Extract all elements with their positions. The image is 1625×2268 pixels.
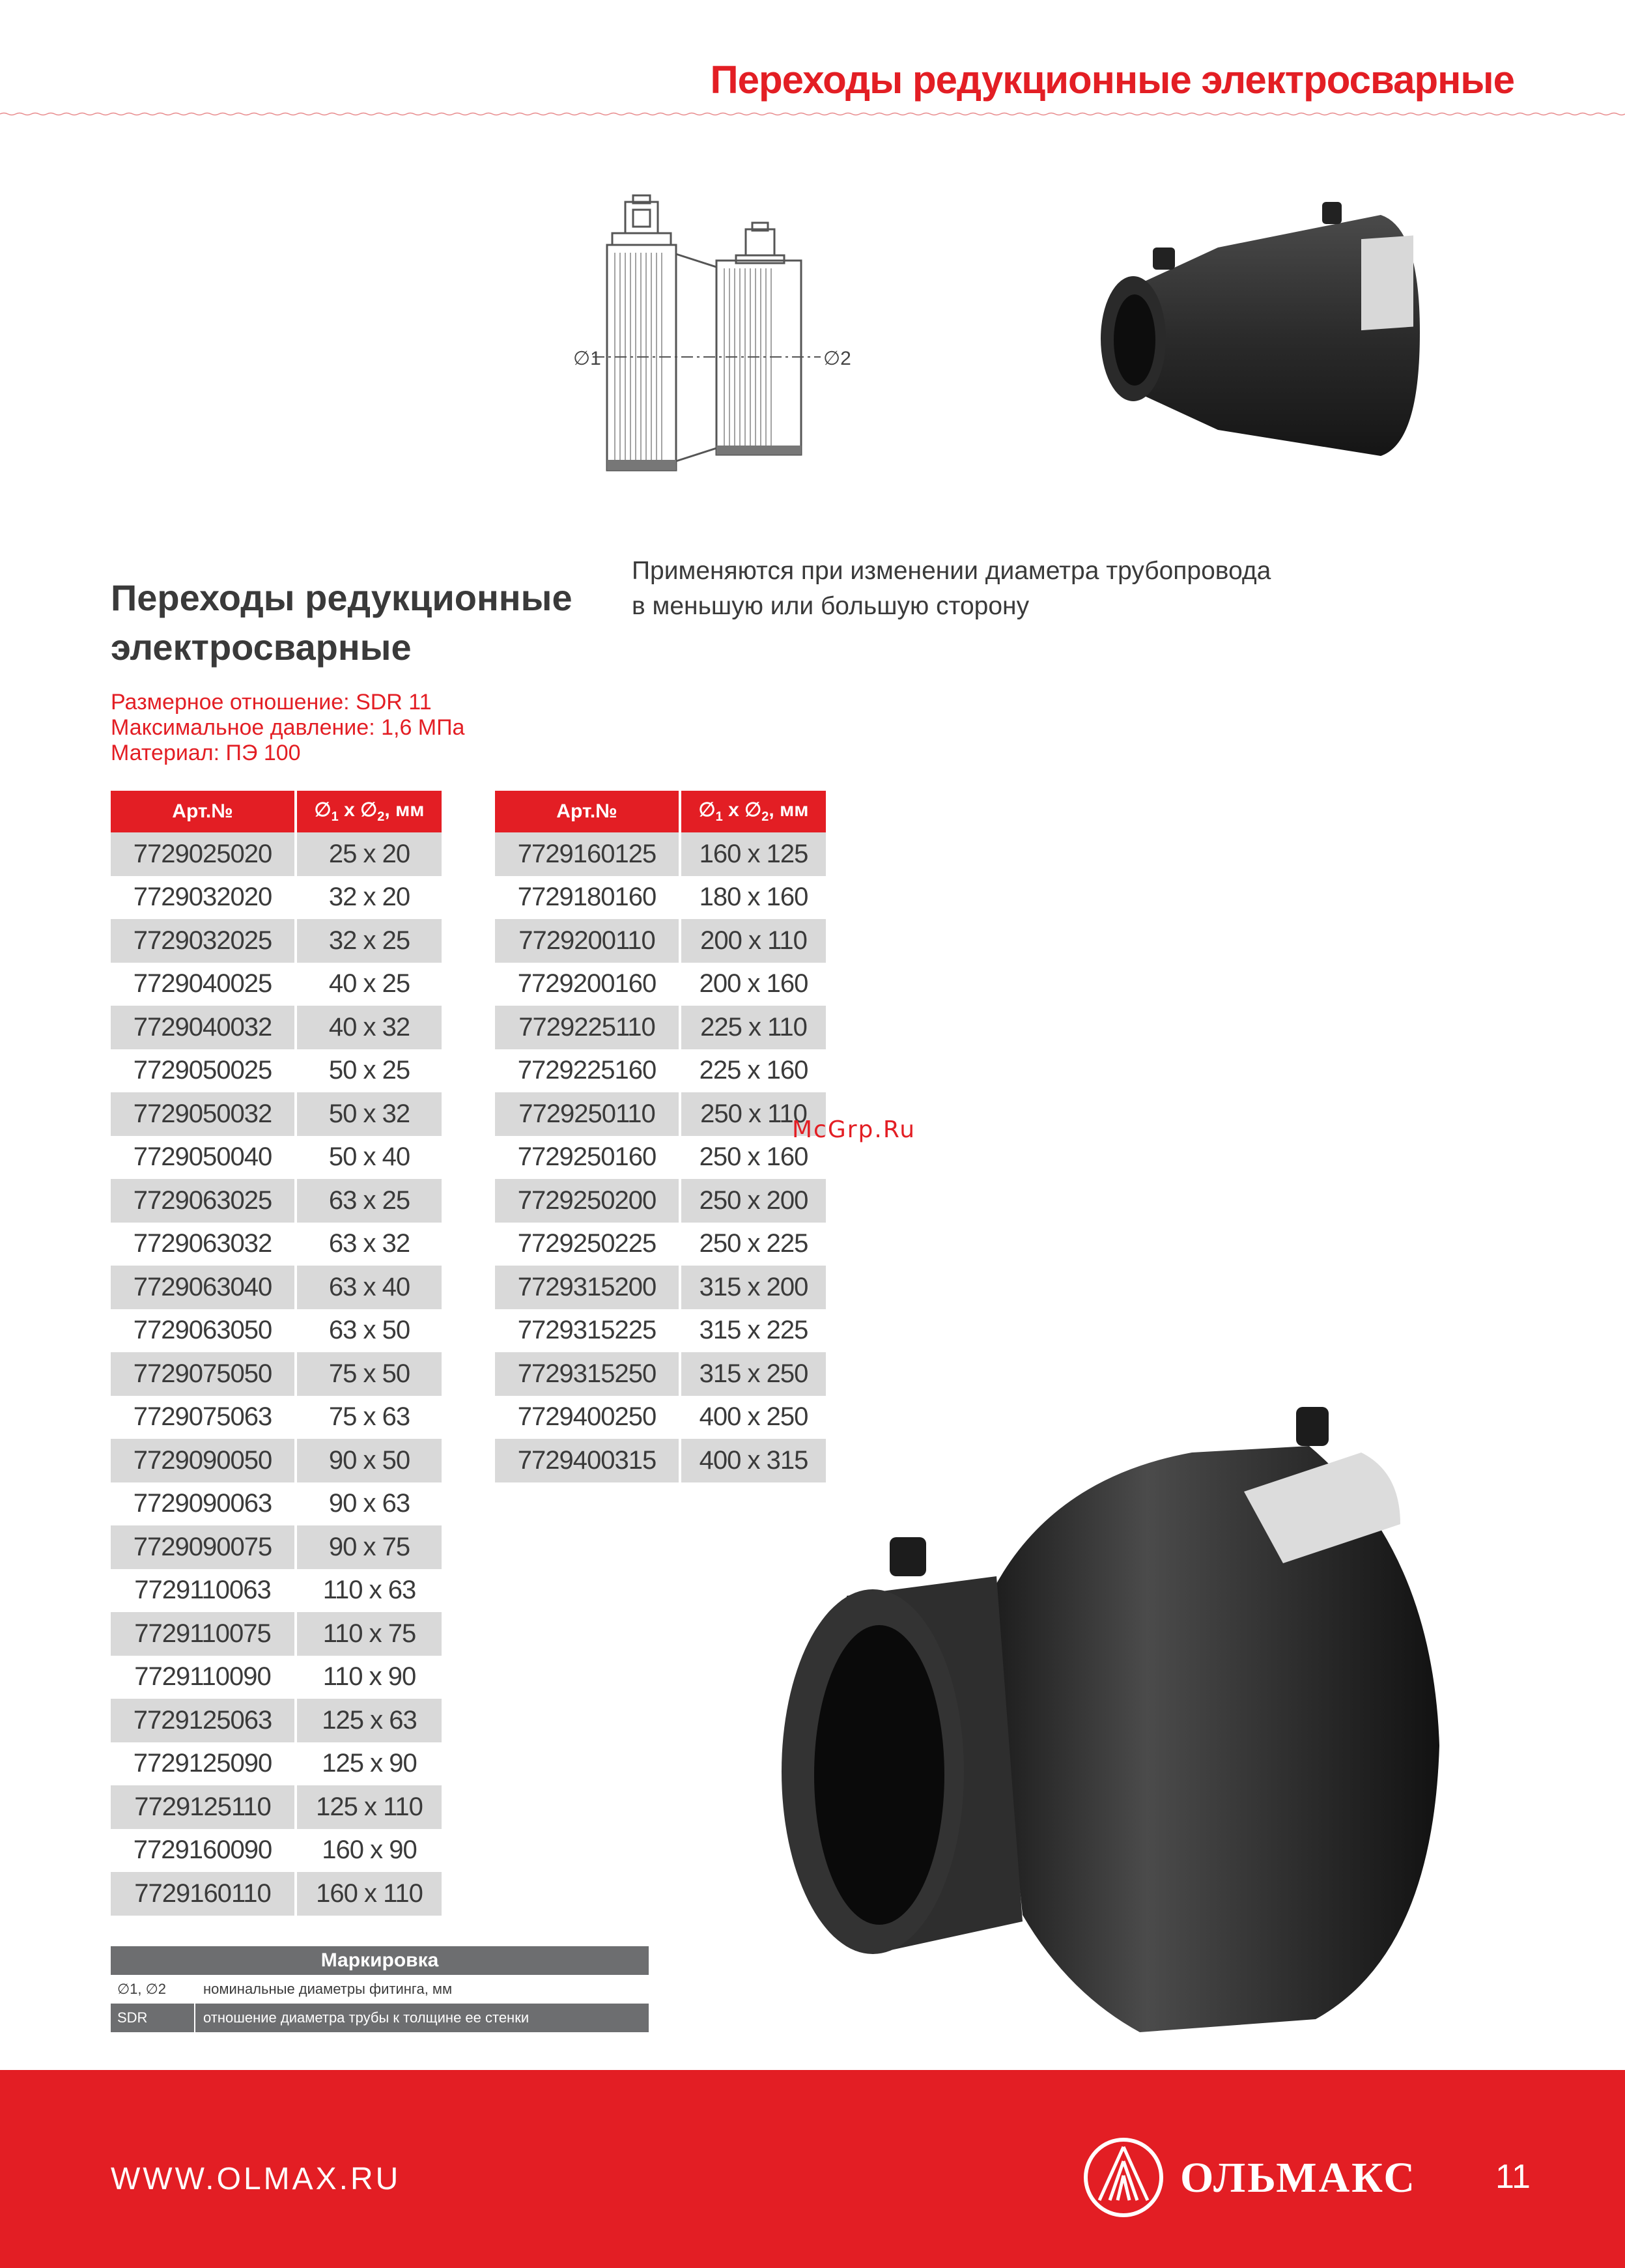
dimension-cell: 25 x 20	[294, 832, 442, 876]
table-row	[495, 1136, 826, 1180]
footer-website-link[interactable]: WWW.OLMAX.RU	[111, 2162, 401, 2196]
article-number-cell: 7729125063	[111, 1699, 294, 1742]
col-header-art: Арт.№	[111, 791, 294, 832]
dimension-cell: 63 x 32	[294, 1223, 442, 1266]
table-row	[111, 1309, 442, 1353]
dimension-cell: 63 x 50	[294, 1309, 442, 1353]
dimension-cell: 125 x 90	[294, 1742, 442, 1786]
table-row	[495, 963, 826, 1006]
article-number-cell: 7729160110	[111, 1872, 294, 1916]
article-number-cell: 7729063050	[133, 1316, 272, 1345]
dimension-cell: 50 x 32	[294, 1092, 442, 1136]
article-number-cell: 7729250200	[495, 1179, 679, 1223]
article-number-cell: 7729063025	[111, 1179, 294, 1223]
table-row	[495, 832, 826, 876]
col-header-art: Арт.№	[495, 791, 679, 832]
article-number-cell: 7729110063	[134, 1576, 271, 1605]
dimension-cell: 40 x 25	[294, 963, 442, 1006]
dimension-cell: 75 x 63	[294, 1396, 442, 1439]
dimension-cell: 90 x 50	[294, 1439, 442, 1482]
table-row	[111, 1396, 442, 1439]
article-number-cell: 7729200160	[517, 969, 657, 999]
table-row	[111, 1656, 442, 1699]
table-row	[111, 1482, 442, 1526]
table-row	[495, 1223, 826, 1266]
table-row	[111, 1699, 442, 1742]
marking-key: SDR	[117, 2009, 148, 2026]
marking-row	[111, 1975, 649, 2004]
article-number-cell: 7729032025	[111, 919, 294, 963]
article-number-cell: 7729050025	[133, 1056, 272, 1085]
spec-sdr: Размерное отношение: SDR 11	[111, 690, 432, 715]
article-number-cell: 7729225110	[495, 1006, 679, 1049]
dimension-cell: 400 x 315	[679, 1439, 826, 1482]
dimension-cell: 160 x 90	[294, 1829, 442, 1873]
dimension-cell: 63 x 25	[294, 1179, 442, 1223]
product-title	[111, 573, 606, 672]
dimension-cell: 315 x 225	[679, 1309, 826, 1353]
marking-value: номинальные диаметры фитинга, мм	[194, 1975, 649, 2004]
spec-material: Материал: ПЭ 100	[111, 741, 301, 765]
article-number-cell: 7729110090	[134, 1662, 271, 1692]
dimension-cell: 50 x 40	[294, 1136, 442, 1180]
col-header-dim: $\emptyset_1$ x $\emptyset_2$, мм	[294, 791, 442, 832]
product-photo-large	[775, 1381, 1505, 2071]
dimension-cell: 63 x 40	[294, 1266, 442, 1309]
table-row	[111, 919, 442, 963]
dimension-cell: 225 x 110	[679, 1006, 826, 1049]
table-row	[111, 1569, 442, 1613]
article-number-cell: 7729110075	[111, 1612, 294, 1656]
dimension-cell: 200 x 160	[679, 963, 826, 1006]
table-row	[111, 1612, 442, 1656]
table-row	[111, 1266, 442, 1309]
article-number-cell: 7729200110	[495, 919, 679, 963]
header-wavy-rule	[0, 112, 1625, 116]
table-row	[495, 876, 826, 920]
table-row	[111, 1179, 442, 1223]
marking-key: ∅1, ∅2	[117, 1981, 167, 1997]
table-row	[495, 1092, 826, 1136]
article-number-cell: 7729180160	[517, 883, 657, 912]
table-row	[111, 1049, 442, 1093]
article-number-cell: 7729075063	[133, 1402, 272, 1432]
table-row	[111, 1223, 442, 1266]
article-number-cell: 7729032020	[133, 883, 272, 912]
article-number-cell: 7729160125	[495, 832, 679, 876]
article-number-cell: 7729090063	[133, 1489, 272, 1518]
dimension-cell: 32 x 20	[294, 876, 442, 920]
table-row	[111, 1525, 442, 1569]
diameter-1-label: ∅1	[573, 348, 601, 369]
article-table-right	[495, 791, 826, 1482]
table-row	[111, 1829, 442, 1873]
table-row	[111, 1872, 442, 1916]
intro-line-2: в меньшую или большую сторону	[632, 592, 1030, 620]
article-number-cell: 7729050040	[133, 1142, 272, 1172]
intro-line-1: Применяются при изменении диаметра трубопровода	[632, 557, 1271, 585]
table-row	[495, 1179, 826, 1223]
table-row	[111, 832, 442, 876]
table-row	[111, 963, 442, 1006]
article-number-cell: 7729075050	[111, 1352, 294, 1396]
table-row	[111, 1136, 442, 1180]
dimension-cell: 180 x 160	[679, 876, 826, 920]
marking-table	[111, 1946, 649, 2032]
article-number-cell: 7729315200	[495, 1266, 679, 1309]
article-table-left	[111, 791, 442, 1916]
table-row	[495, 1049, 826, 1093]
product-title-line-2: электросварные	[111, 627, 412, 668]
table-row	[495, 1006, 826, 1049]
product-title-line-1: Переходы редукционные	[111, 577, 572, 618]
article-number-cell: 7729090050	[111, 1439, 294, 1482]
article-number-cell: 7729040032	[111, 1006, 294, 1049]
page-header-title: Переходы редукционные электросварные	[710, 58, 1514, 102]
marking-row	[111, 2004, 649, 2032]
dimension-cell: 40 x 32	[294, 1006, 442, 1049]
col-header-dim: $\emptyset_1$ x $\emptyset_2$, мм	[679, 791, 826, 832]
article-number-cell: 7729400250	[517, 1402, 657, 1432]
article-number-cell: 7729315225	[517, 1316, 657, 1345]
intro-text	[632, 554, 1348, 624]
dimension-cell: 90 x 63	[294, 1482, 442, 1526]
table-row	[111, 1006, 442, 1049]
table-row	[495, 1266, 826, 1309]
table-row	[111, 876, 442, 920]
article-number-cell: 7729125110	[111, 1785, 294, 1829]
article-number-cell: 7729040025	[133, 969, 272, 999]
dimension-cell: 250 x 200	[679, 1179, 826, 1223]
dimension-cell: 90 x 75	[294, 1525, 442, 1569]
article-number-cell: 7729063032	[133, 1229, 272, 1258]
marking-value: отношение диаметра трубы к толщине ее стенки	[194, 2004, 649, 2032]
article-number-cell: 7729050032	[111, 1092, 294, 1136]
dimension-cell: 110 x 90	[294, 1656, 442, 1699]
dimension-cell: 315 x 200	[679, 1266, 826, 1309]
dimension-cell: 32 x 25	[294, 919, 442, 963]
footer-brand-name: ОЛЬМАКС	[1180, 2154, 1417, 2202]
dimension-cell: 225 x 160	[679, 1049, 826, 1093]
article-number-cell: 7729125090	[133, 1749, 272, 1778]
watermark-text: McGrp.Ru	[792, 1116, 916, 1143]
dimension-cell: 400 x 250	[679, 1396, 826, 1439]
table-row	[111, 1742, 442, 1786]
article-number-cell: 7729250110	[495, 1092, 679, 1136]
table-row	[495, 919, 826, 963]
reducer-schematic-drawing	[573, 176, 925, 482]
dimension-cell: 110 x 63	[294, 1569, 442, 1613]
dimension-cell: 250 x 110	[679, 1092, 826, 1136]
dimension-cell: 125 x 110	[294, 1785, 442, 1829]
dimension-cell: 75 x 50	[294, 1352, 442, 1396]
marking-title: Маркировка	[111, 1946, 649, 1975]
article-number-cell: 7729160090	[133, 1836, 272, 1865]
diameter-2-label: ∅2	[823, 348, 851, 369]
article-number-cell: 7729090075	[111, 1525, 294, 1569]
article-number-cell: 7729063040	[111, 1266, 294, 1309]
dimension-cell: 250 x 160	[679, 1136, 826, 1180]
dimension-cell: 160 x 125	[679, 832, 826, 876]
dimension-cell: 315 x 250	[679, 1352, 826, 1396]
page-number: 11	[1495, 2158, 1531, 2196]
dimension-cell: 125 x 63	[294, 1699, 442, 1742]
table-row	[111, 1785, 442, 1829]
product-photo-small	[1055, 189, 1446, 475]
dimension-cell: 110 x 75	[294, 1612, 442, 1656]
dimension-cell: 50 x 25	[294, 1049, 442, 1093]
article-number-cell: 7729400315	[495, 1439, 679, 1482]
article-number-cell: 7729315250	[495, 1352, 679, 1396]
article-number-cell: 7729225160	[517, 1056, 657, 1085]
article-number-cell: 7729250160	[517, 1142, 657, 1172]
spec-pressure: Максимальное давление: 1,6 МПа	[111, 715, 465, 740]
table-row	[111, 1352, 442, 1396]
article-number-cell: 7729025020	[111, 832, 294, 876]
article-number-cell: 7729250225	[517, 1229, 657, 1258]
olmax-logo-icon	[1081, 2135, 1166, 2220]
dimension-cell: 250 x 225	[679, 1223, 826, 1266]
table-row	[111, 1092, 442, 1136]
dimension-cell: 200 x 110	[679, 919, 826, 963]
dimension-cell: 160 x 110	[294, 1872, 442, 1916]
table-row	[111, 1439, 442, 1482]
table-row	[495, 1309, 826, 1353]
